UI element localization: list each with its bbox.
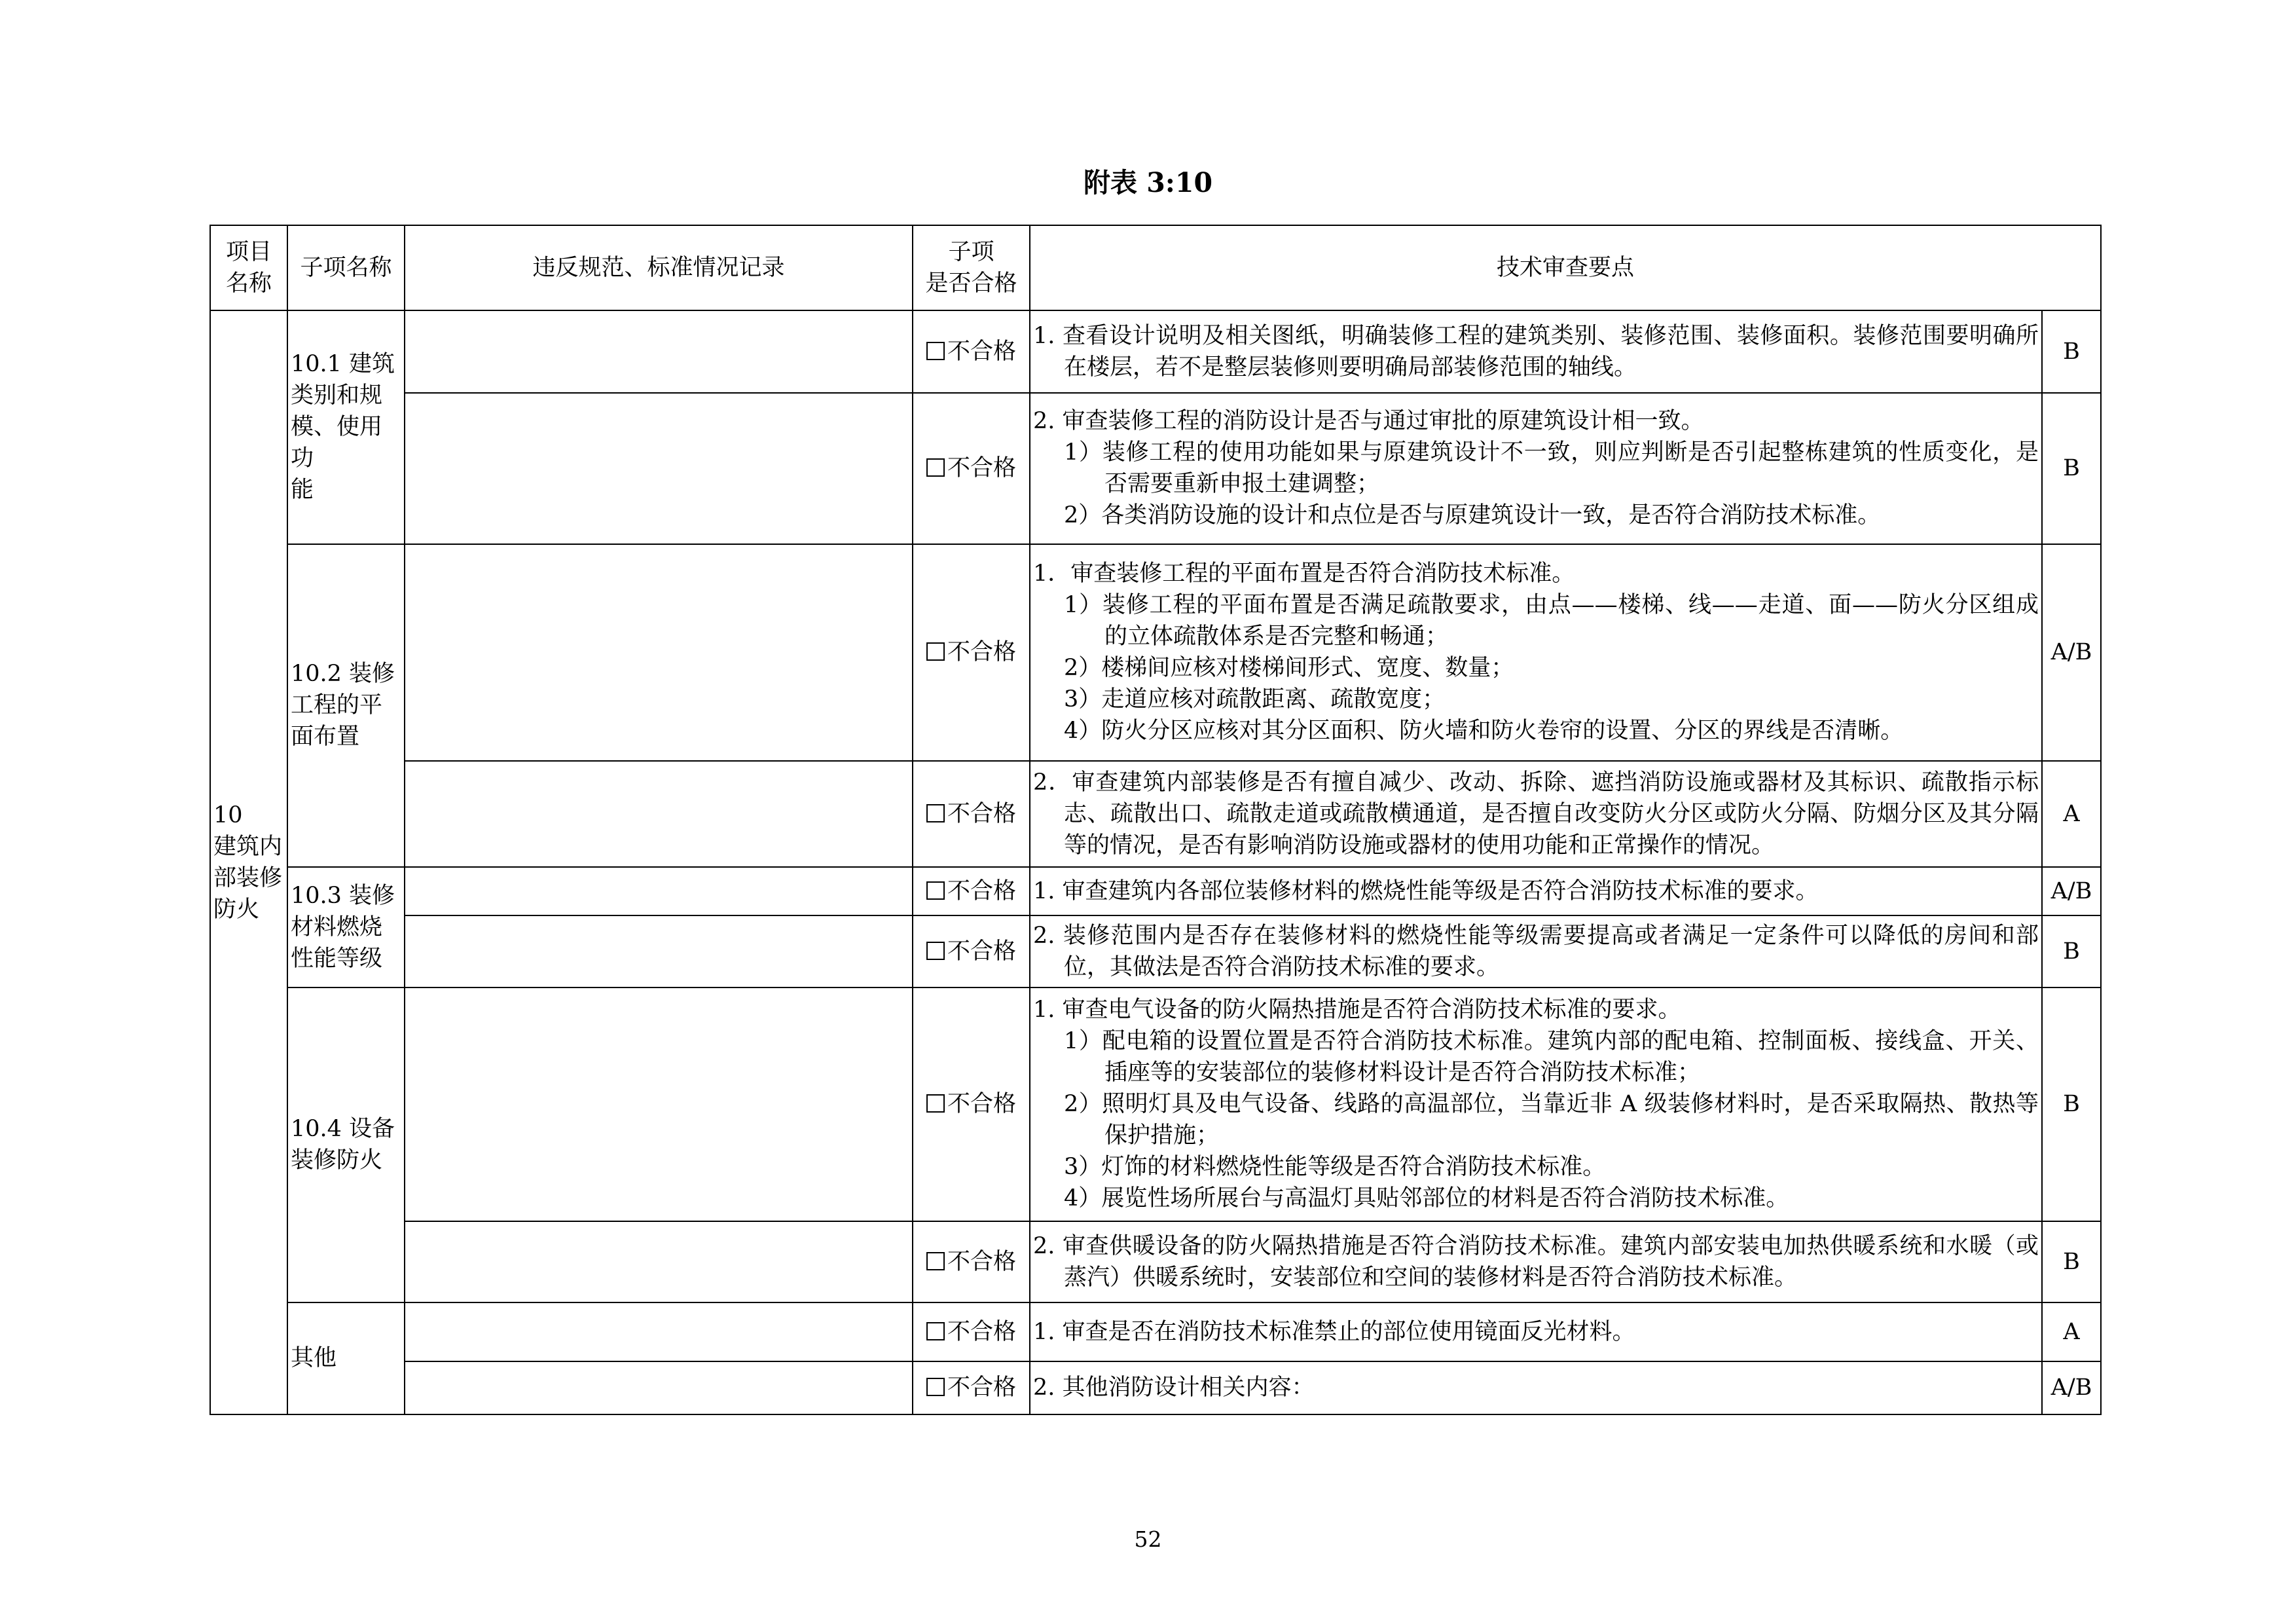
fail-checkbox[interactable]: 不合格 <box>913 1221 1030 1302</box>
fail-checkbox[interactable]: 不合格 <box>913 393 1030 544</box>
checkbox-icon[interactable] <box>926 804 945 822</box>
table-row <box>210 915 2101 987</box>
checkbox-icon[interactable] <box>926 942 945 960</box>
table-row <box>210 761 2101 867</box>
level-cell: B <box>2042 1221 2101 1302</box>
review-points-cell: 1. 查看设计说明及相关图纸，明确装修工程的建筑类别、装修范围、装修面积。装修范围要明确所在楼层，若不是整层装修则要明确局部装修范围的轴线。 <box>1030 310 2042 393</box>
fail-checkbox[interactable]: 不合格 <box>913 987 1030 1221</box>
level-cell: A <box>2042 1302 2101 1361</box>
table-row <box>210 1302 2101 1361</box>
checkbox-icon[interactable] <box>926 1322 945 1340</box>
review-points-cell: 2. 装修范围内是否存在装修材料的燃烧性能等级需要提高或者满足一定条件可以降低的房间和部位，其做法是否符合消防技术标准的要求。 <box>1030 915 2042 987</box>
checkbox-icon[interactable] <box>926 1378 945 1396</box>
violation-record-input[interactable] <box>405 1361 913 1414</box>
review-points-cell: 2．审查建筑内部装修是否有擅自减少、改动、拆除、遮挡消防设施或器材及其标识、疏散指示标志、疏散出口、疏散走道或疏散横通道，是否擅自改变防火分区或防火分隔、防烟分区及其分隔等的情况，是否有影响消防设施或器材的使用功能和正常操作的情况。 <box>1030 761 2042 867</box>
table-row <box>210 1361 2101 1414</box>
level-cell: A/B <box>2042 867 2101 915</box>
fail-checkbox[interactable]: 不合格 <box>913 1361 1030 1414</box>
review-points-cell: 1．审查装修工程的平面布置是否符合消防技术标准。 1）装修工程的平面布置是否满足疏散要求，由点——楼梯、线——走道、面——防火分区组成的立体疏散体系是否完整和畅通； 2）楼梯间应核对楼梯间形式、宽度、数量； 3）走道应核对疏散距离、疏散宽度； 4）防火分区应核对其分区面积、防火墙和防火卷帘的设置、分区的界线是否清晰。 <box>1030 544 2042 761</box>
subitem-10-3: 10.3 装修 材料燃烧 性能等级 <box>287 867 405 987</box>
review-points-cell: 1. 审查建筑内各部位装修材料的燃烧性能等级是否符合消防技术标准的要求。 <box>1030 867 2042 915</box>
review-points-cell: 2. 审查供暖设备的防火隔热措施是否符合消防技术标准。建筑内部安装电加热供暖系统和水暖（或蒸汽）供暖系统时，安装部位和空间的装修材料是否符合消防技术标准。 <box>1030 1221 2042 1302</box>
checkbox-icon[interactable] <box>926 881 945 900</box>
subitem-10-2: 10.2 装修 工程的平 面布置 <box>287 544 405 868</box>
checkbox-icon[interactable] <box>926 458 945 477</box>
header-pass-flag: 子项 是否合格 <box>913 225 1030 310</box>
fail-checkbox[interactable]: 不合格 <box>913 915 1030 987</box>
level-cell: A/B <box>2042 544 2101 761</box>
subitem-other: 其他 <box>287 1302 405 1414</box>
fail-checkbox[interactable]: 不合格 <box>913 310 1030 393</box>
header-violation-record: 违反规范、标准情况记录 <box>405 225 913 310</box>
fail-checkbox[interactable]: 不合格 <box>913 761 1030 867</box>
header-row <box>210 225 2101 310</box>
table-row <box>210 867 2101 915</box>
level-cell: B <box>2042 987 2101 1221</box>
fail-checkbox[interactable]: 不合格 <box>913 867 1030 915</box>
review-points-cell: 1. 审查是否在消防技术标准禁止的部位使用镜面反光材料。 <box>1030 1302 2042 1361</box>
checkbox-icon[interactable] <box>926 1094 945 1113</box>
violation-record-input[interactable] <box>405 310 913 393</box>
violation-record-input[interactable] <box>405 1221 913 1302</box>
page-title: 附表 3:10 <box>1084 167 1212 198</box>
level-cell: A/B <box>2042 1361 2101 1414</box>
violation-record-input[interactable] <box>405 761 913 867</box>
subitem-10-4: 10.4 设备 装修防火 <box>287 987 405 1302</box>
level-cell: A <box>2042 761 2101 867</box>
violation-record-input[interactable] <box>405 987 913 1221</box>
review-points-cell: 2. 其他消防设计相关内容： <box>1030 1361 2042 1414</box>
violation-record-input[interactable] <box>405 915 913 987</box>
header-review-points: 技术审查要点 <box>1030 225 2101 310</box>
table-row <box>210 1221 2101 1302</box>
subitem-10-1: 10.1 建筑 类别和规 模、使用功 能 <box>287 310 405 544</box>
checkbox-icon[interactable] <box>926 1252 945 1270</box>
level-cell: B <box>2042 915 2101 987</box>
header-sub-item-name: 子项名称 <box>287 225 405 310</box>
review-points-cell: 1. 审查电气设备的防火隔热措施是否符合消防技术标准的要求。 1）配电箱的设置位置是否符合消防技术标准。建筑内部的配电箱、控制面板、接线盒、开关、插座等的安装部位的装修材料设计是否符合消防技术标准； 2）照明灯具及电气设备、线路的高温部位，当靠近非 A 级装修材料时，是否采取隔热、散热等保护措施； 3）灯饰的材料燃烧性能等级是否符合消防技术标准。 4）展览性场所展台与高温灯具贴邻部位的材料是否符合消防技术标准。 <box>1030 987 2042 1221</box>
table-row <box>210 393 2101 544</box>
project-name-cell: 10 建筑内 部装修 防火 <box>210 310 287 1414</box>
violation-record-input[interactable] <box>405 393 913 544</box>
header-project-name: 项目 名称 <box>210 225 287 310</box>
violation-record-input[interactable] <box>405 867 913 915</box>
violation-record-input[interactable] <box>405 544 913 761</box>
table-row <box>210 544 2101 761</box>
checkbox-icon[interactable] <box>926 342 945 360</box>
table-row <box>210 310 2101 393</box>
review-points-cell: 2. 审查装修工程的消防设计是否与通过审批的原建筑设计相一致。 1）装修工程的使用功能如果与原建筑设计不一致，则应判断是否引起整栋建筑的性质变化，是否需要重新申报土建调整； 2）各类消防设施的设计和点位是否与原建筑设计一致，是否符合消防技术标准。 <box>1030 393 2042 544</box>
level-cell: B <box>2042 393 2101 544</box>
table-row <box>210 987 2101 1221</box>
fail-checkbox[interactable]: 不合格 <box>913 544 1030 761</box>
fail-checkbox[interactable]: 不合格 <box>913 1302 1030 1361</box>
page-number: 52 <box>1134 1526 1162 1552</box>
level-cell: B <box>2042 310 2101 393</box>
review-table <box>210 225 2102 1415</box>
checkbox-icon[interactable] <box>926 642 945 661</box>
violation-record-input[interactable] <box>405 1302 913 1361</box>
